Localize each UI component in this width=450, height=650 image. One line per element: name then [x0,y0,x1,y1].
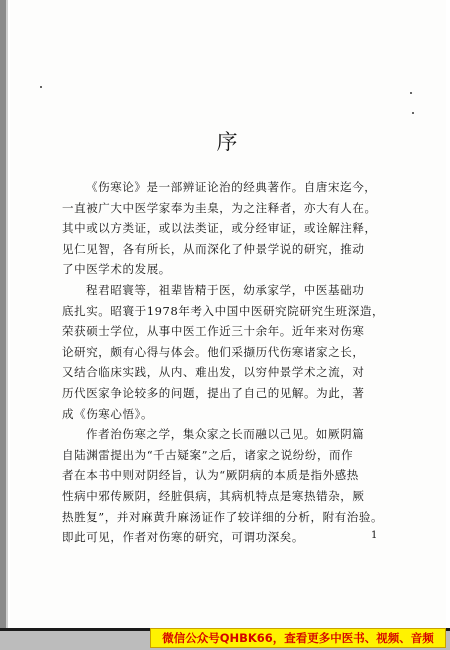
text-line: 论研究，颇有心得与体会。他们采撷历代伤寒诸家之长， [62,344,365,359]
text-line: 者在本书中则对阴经旨，认为“厥阴病的本质是指外感热 [62,468,359,483]
scan-speck [40,86,42,88]
scan-speck [412,112,414,114]
text-line: 程君昭寰等，祖辈皆精于医，幼承家学，中医基础功 [86,282,365,297]
text-line: 底扎实。昭寰于1978年考入中国中医研究院研究生班深造， [62,303,385,318]
text-line: 荣获硕士学位，从事中医工作近三十余年。近年来对伤寒 [62,324,365,339]
page-title: 序 [216,130,240,154]
text-line: 性病中邪传厥阴，经脏俱病，其病机特点是寒热错杂，厥 [62,488,365,503]
viewer-left-edge-shadow [6,0,8,650]
text-line: 了中医学术的发展。 [62,262,171,277]
text-line: 即此可见，作者对伤寒的研究，可谓功深矣。 [62,530,304,545]
paragraph-2 [62,280,402,424]
scanned-page [10,0,446,628]
preface-body [62,177,402,548]
text-line: 历代医家争论较多的问题，提出了自己的见解。为此，著 [62,385,365,400]
watermark-banner: 微信公众号QHBK66，查看更多中医书、视频、音频 [150,628,446,648]
paragraph-3 [62,424,402,548]
text-line: 作者治伤寒之学，集众家之长而融以己见。如厥阴篇 [86,427,365,442]
text-line: 又结合临床实践，从内、难出发，以穷仲景学术之流，对 [62,365,365,380]
scan-speck [410,92,412,94]
paragraph-1 [62,177,402,280]
text-line: 一直被广大中医学家奉为圭臬，为之注释者，亦大有人在。 [62,200,377,215]
text-line: 自陆渊雷提出为“千古疑案”之后，诸家之说纷纷，而作 [62,447,354,462]
text-line: 其中或以方类证，或以法类证，或分经审证，或诠解注释， [62,221,377,236]
page-number: 1 [371,530,378,541]
text-line: 见仁见智，各有所长，从而深化了仲景学说的研究，推动 [62,241,365,256]
text-line: 成《伤寒心悟》。 [62,406,154,421]
text-line: 热胜复”，并对麻黄升麻汤证作了较详细的分析，附有治验。 [62,509,384,524]
text-line: 《伤寒论》是一部辨证论治的经典著作。自唐宋迄今， [86,180,377,194]
